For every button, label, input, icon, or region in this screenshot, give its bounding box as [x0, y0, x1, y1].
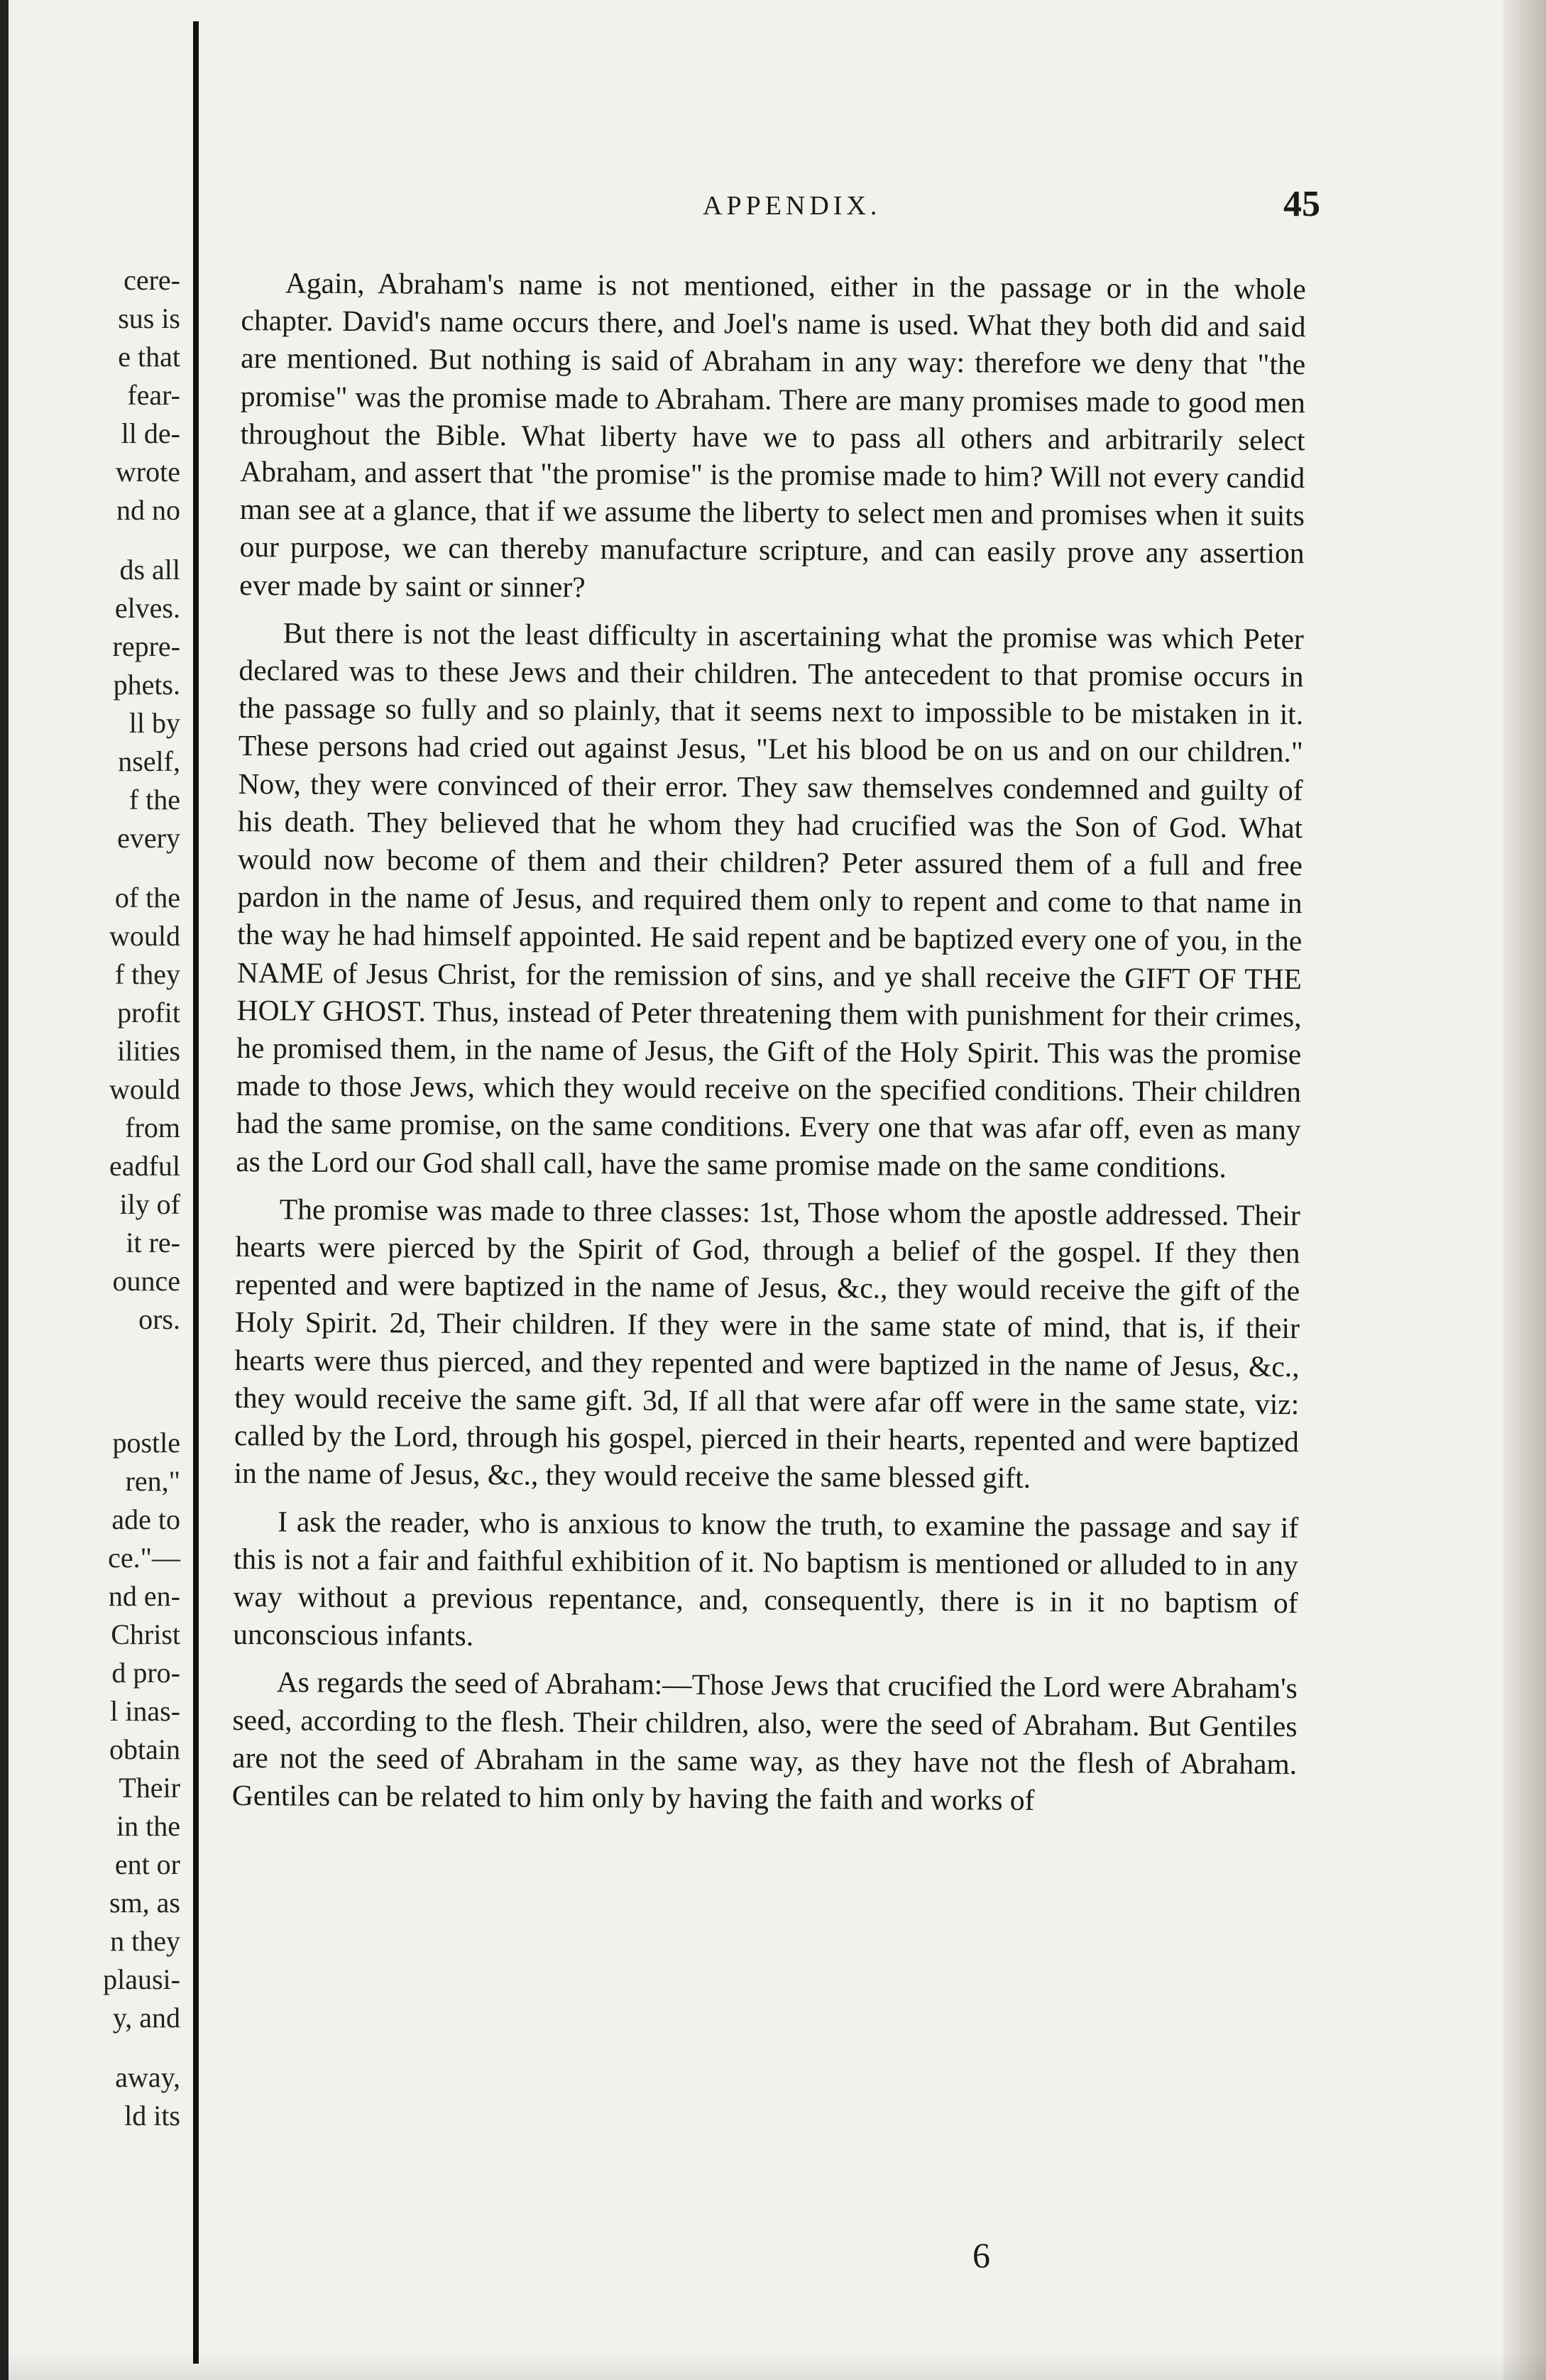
facing-page-line: away, — [115, 2061, 180, 2093]
bottom-shadow — [0, 2352, 1546, 2380]
facing-page-line: ld its — [124, 2100, 180, 2132]
facing-page-line — [0, 1339, 186, 1360]
paragraph-2: But there is not the least difficulty in ascertaining what the promise was which Peter declared was to these Jews and their children. The antecedent to that promise occurs in the passage so fully and so plainly, that it seems next to impossible to be mistaken in it. These persons had cried out against Jesus, "Let his blood be on us and on our children." Now, they were convinced of their error. They saw themselves condemned and guilty of his death. They believed that he whom they had crucified was the Son of God. What would now become of them and their children? Peter assured them of a full and free pardon in the name of Jesus, and required them only to repent and come to that name in the way he had himself appointed. He said repent and be baptized every one of you, in the NAME of Jesus Christ, for the remission of sins, and ye shall receive the GIFT OF THE HOLY GHOST. Thus, instead of Peter threatening them with punishment for their crimes, he promised them, in the name of Jesus, the Gift of the Holy Spirit. This was the promise made to those Jews, which they would receive on the specified conditions. Their children had the same promise, on the same conditions. Every one that was afar off, even as many as the Lord our God shall call, have the same promise made on the same conditions. — [236, 616, 1304, 1184]
facing-page-line: f they — [114, 958, 180, 990]
body-text — [232, 264, 1306, 1831]
facing-page-line: ll de- — [121, 417, 180, 449]
facing-page-line: ren," — [125, 1465, 180, 1497]
facing-page-line — [0, 2037, 186, 2058]
facing-page-line: ilities — [117, 1035, 180, 1067]
facing-page-line: nd en- — [108, 1580, 180, 1612]
facing-page-line: in the — [116, 1810, 180, 1842]
facing-page-line: of the — [114, 882, 180, 914]
page-header — [241, 183, 1320, 240]
facing-page-line: n they — [110, 1925, 180, 1957]
paragraph-4: I ask the reader, who is anxious to know the truth, to examine the passage and say if this is not a fair and faithful exhibition of it. No baptism is mentioned or alluded to in any way without a previous repentance, and, consequently, there is in it no baptism of unconscious infants. — [233, 1504, 1299, 1652]
facing-page-line: fear- — [127, 379, 180, 411]
facing-page-line: elves. — [114, 592, 180, 624]
facing-page-line: Their — [119, 1772, 180, 1804]
facing-page-line: e that — [118, 341, 180, 373]
facing-page-line: nd no — [116, 494, 180, 526]
facing-page-line: sm, as — [109, 1887, 180, 1919]
facing-page-line: from — [125, 1112, 180, 1144]
paragraph-1: Again, Abraham's name is not mentioned, either in the passage or in the whole chapter. David's name occurs there, and Joel's name is used. What they both did and said are mentioned. But nothing is said of Abraham in any way: therefore we deny that "the promise" was the promise made to Abraham. There are many promises made to good men throughout the Bible. What liberty have we to pass all others and arbitrarily select Abraham, and assert that "the promise" is the promise made to him? Will not every candid man see at a glance, that if we assume the liberty to select men and promises when it suits our purpose, we can thereby manufacture scripture, and can easily prove any assertion ever made by saint or sinner? — [239, 266, 1306, 603]
facing-page-line: ors. — [138, 1303, 180, 1335]
facing-page-line: every — [117, 822, 180, 854]
facing-page-line: ounce — [112, 1265, 180, 1297]
facing-page-line: plausi- — [103, 1963, 180, 1995]
facing-page-line: would — [109, 920, 180, 952]
signature-mark: 6 — [972, 2235, 990, 2275]
facing-page-line: phets. — [113, 669, 180, 701]
facing-page-line: ade to — [111, 1503, 180, 1535]
gutter-rule — [193, 21, 199, 2364]
facing-page-line: cere- — [124, 264, 180, 296]
facing-page-line: would — [109, 1073, 180, 1105]
facing-page-line: ds all — [119, 554, 180, 586]
facing-page-line — [0, 1381, 186, 1403]
facing-page-line: ll by — [128, 707, 180, 739]
facing-page-line: y, and — [112, 2002, 180, 2034]
facing-page-line: ent or — [114, 1848, 180, 1880]
facing-page-fragment — [0, 261, 186, 2178]
facing-page-line: Christ — [111, 1618, 180, 1650]
facing-page-line — [0, 1360, 186, 1381]
running-head: APPENDIX. — [703, 191, 882, 221]
facing-page-line: f the — [128, 784, 180, 816]
facing-page-line — [0, 530, 186, 551]
facing-page-line: repre- — [112, 630, 180, 662]
paragraph-5: As regards the seed of Abraham:—Those Jews that crucified the Lord were Abraham's seed, according to the flesh. Their children, also, were the seed of Abraham. But Gentiles are not the seed of Abraham in the same way, as they have not the flesh of Abraham. Gentiles can be related to him only by having the faith and works of — [231, 1665, 1298, 1816]
paragraph-3: The promise was made to three classes: 1st, Those whom the apostle addressed. Their hearts were pierced by the Spirit of God, through a belief of the gospel. If they then repented and were baptized in the name of Jesus, &c., they would receive the gift of the Holy Spirit. 2d, Their children. If they were in the same state of mind, that is, if their hearts were thus pierced, and they repented and were baptized in the name of Jesus, &c., they would receive the same gift. 3d, If all that were afar off were in the same state, viz: called by the Lord, through his gospel, pierced in their hearts, repented and were baptized in the name of Jesus, &c., they would receive the same blessed gift. — [234, 1192, 1300, 1495]
facing-page-line: postle — [112, 1427, 180, 1459]
facing-page-line: nself, — [118, 745, 180, 777]
facing-page-line: ce."— — [108, 1542, 180, 1574]
facing-page-line: it re- — [126, 1227, 180, 1258]
facing-page-line: profit — [117, 997, 180, 1029]
facing-page-line: d pro- — [111, 1657, 180, 1689]
facing-page-line: obtain — [109, 1733, 180, 1765]
facing-page-line: l inas- — [110, 1695, 180, 1727]
facing-page-line: ily of — [119, 1188, 180, 1220]
facing-page-line — [0, 1403, 186, 1424]
page-number: 45 — [1283, 184, 1320, 224]
facing-page-line: eadful — [109, 1150, 180, 1182]
page-edge-shadow — [1503, 0, 1546, 2380]
facing-page-line: sus is — [118, 302, 180, 334]
facing-page-line — [0, 857, 186, 879]
facing-page-line: wrote — [115, 456, 180, 488]
